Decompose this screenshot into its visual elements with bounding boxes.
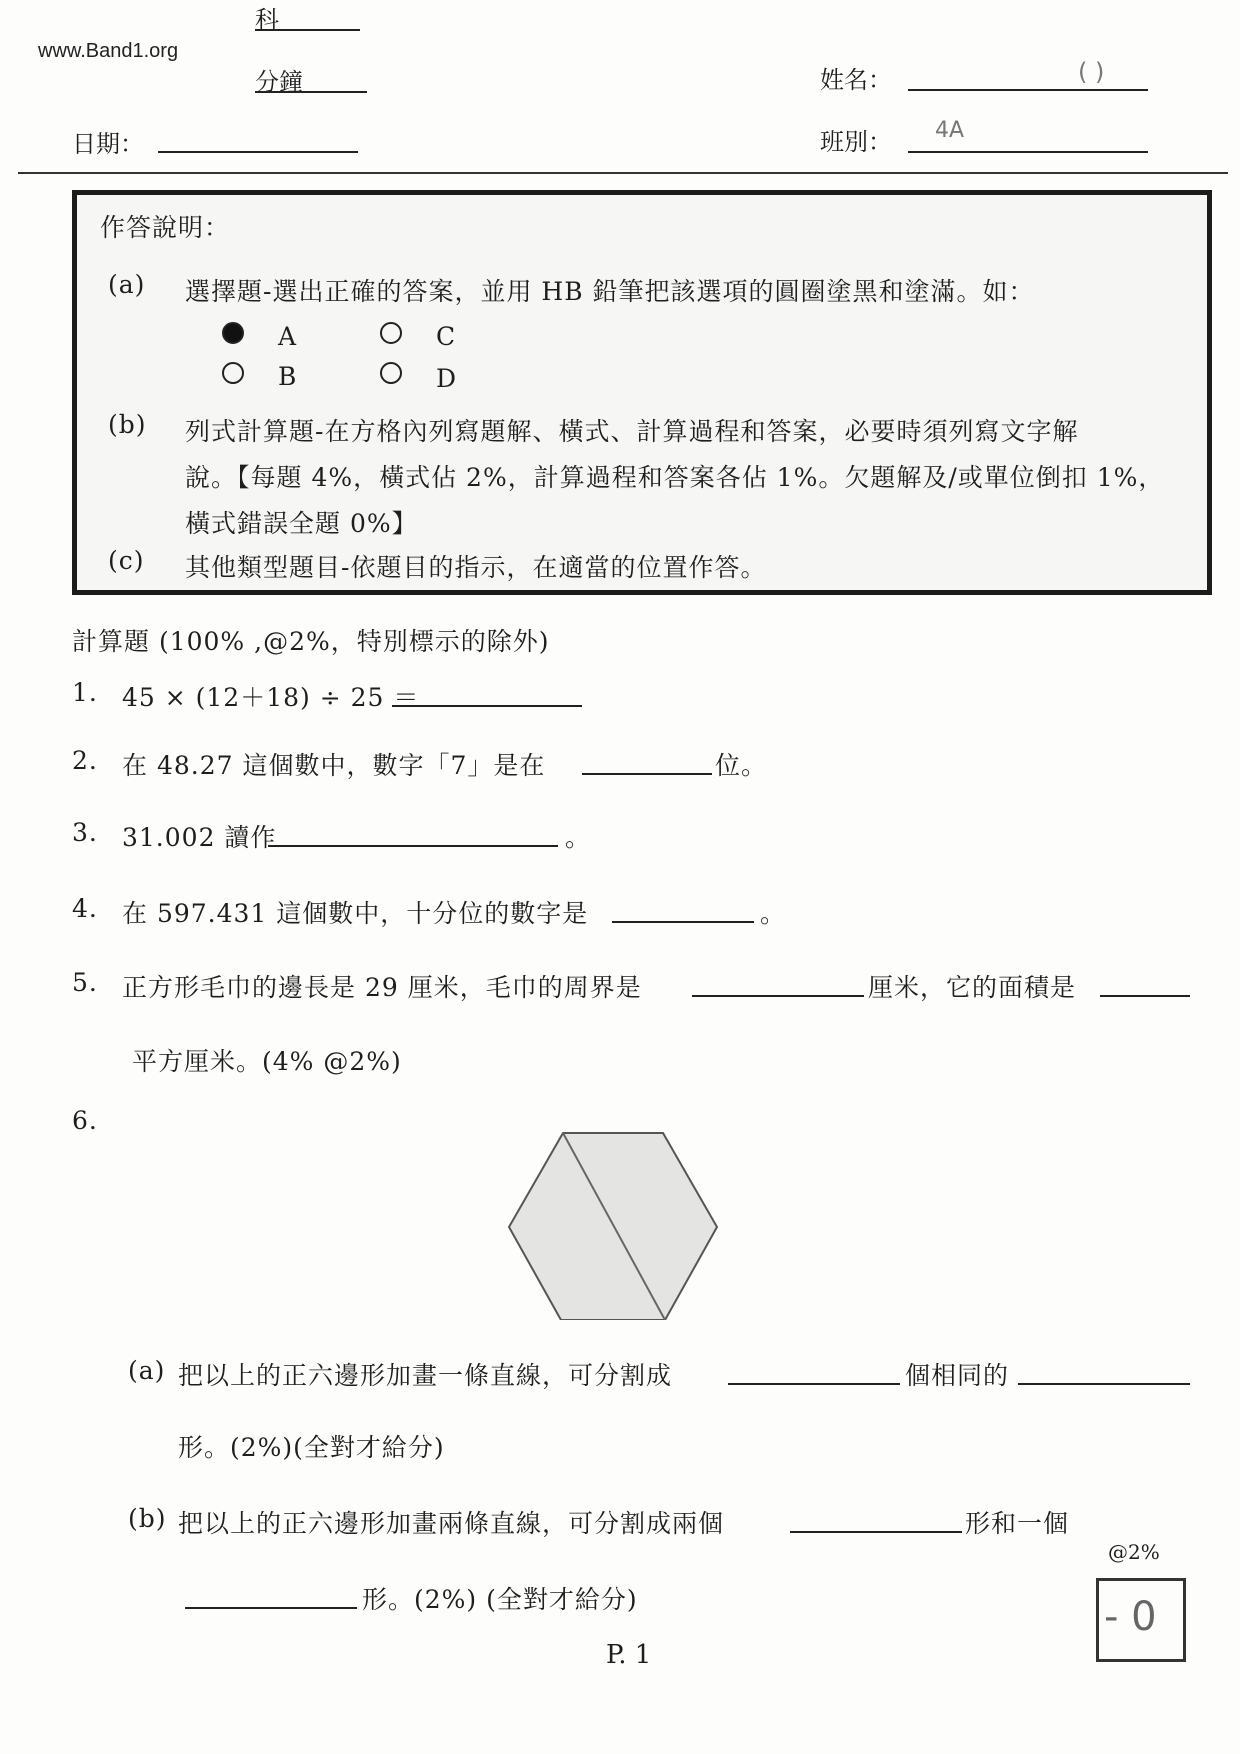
q1-answer-blank[interactable] <box>392 704 582 707</box>
name-label: 姓名： <box>820 66 892 94</box>
q4-answer-blank[interactable] <box>612 920 754 923</box>
sample-option-c: C <box>436 322 457 351</box>
instruction-b-tag: (b) <box>108 410 147 439</box>
score-weight-label: @2% <box>1108 1540 1160 1564</box>
q5-number: 5. <box>72 968 98 997</box>
header-divider <box>18 172 1228 174</box>
q5-line2: 平方厘米。(4% @2%) <box>132 1047 402 1076</box>
q3-text: 31.002 讀作 <box>122 823 277 852</box>
q2-text: 在 48.27 這個數中，數字「7」是在 <box>122 751 546 780</box>
time-blank <box>255 90 367 93</box>
q5-text: 正方形毛巾的邊長是 29 厘米，毛巾的周界是 <box>122 973 642 1002</box>
watermark: www.Band1.org <box>38 40 179 62</box>
q6a-line2: 形。(2%)(全對才給分) <box>178 1433 445 1462</box>
date-label: 日期： <box>72 130 144 158</box>
q3-suffix: 。 <box>565 823 592 852</box>
sample-bubble-c <box>380 322 402 344</box>
q6b-shape2-blank[interactable] <box>185 1606 357 1609</box>
instruction-c-tag: (c) <box>108 546 145 575</box>
q3-answer-blank[interactable] <box>268 844 558 847</box>
time-unit: 分鐘 <box>255 68 303 96</box>
q6-number: 6. <box>72 1106 98 1135</box>
q6b-text: 把以上的正六邊形加畫兩條直線，可分割成兩個 <box>178 1509 725 1538</box>
q6b-line2: 形。(2%) (全對才給分) <box>362 1585 638 1614</box>
class-label: 班別： <box>820 128 892 156</box>
class-blank[interactable] <box>908 150 1148 153</box>
instruction-b-line2: 說。【每題 4%，橫式佔 2%，計算過程和答案各佔 1%。欠題解及/或單位倒扣 1%， <box>185 463 1165 492</box>
sample-option-a: A <box>278 322 298 351</box>
q4-suffix: 。 <box>760 899 787 928</box>
sample-bubble-b <box>222 362 244 384</box>
instruction-b-line3: 橫式錯誤全題 0%】 <box>185 509 418 538</box>
q6a-text: 把以上的正六邊形加畫一條直線，可分割成 <box>178 1361 673 1390</box>
subject-blank <box>255 28 360 31</box>
section-title: 計算題 (100% ,@2%，特別標示的除外) <box>72 627 550 656</box>
subject-label: 科 <box>255 6 279 34</box>
sample-bubble-a-filled <box>222 322 244 344</box>
q5-perimeter-blank[interactable] <box>692 994 864 997</box>
instructions-title: 作答說明： <box>100 213 231 242</box>
sample-bubble-d <box>380 362 402 384</box>
q5-area-blank[interactable] <box>1100 994 1190 997</box>
date-blank[interactable] <box>158 150 358 153</box>
class-handwritten: 4A <box>935 118 965 143</box>
hexagon-figure <box>505 1130 725 1320</box>
q6b-tag: (b) <box>128 1504 167 1533</box>
q1-number: 1. <box>72 678 98 707</box>
q4-text: 在 597.431 這個數中，十分位的數字是 <box>122 899 589 928</box>
sample-option-b: B <box>278 362 298 391</box>
sample-option-d: D <box>436 364 458 393</box>
class-number-handwritten: ( ) <box>1078 58 1105 86</box>
q2-suffix: 位。 <box>715 751 768 780</box>
q3-number: 3. <box>72 818 98 847</box>
q6b-shape1-blank[interactable] <box>790 1530 962 1533</box>
q6a-tag: (a) <box>128 1356 166 1385</box>
q4-number: 4. <box>72 894 98 923</box>
q6a-count-blank[interactable] <box>728 1382 900 1385</box>
q1-expression: 45 × (12＋18) ÷ 25 ＝ <box>122 683 420 712</box>
q6a-shape-blank[interactable] <box>1018 1382 1190 1385</box>
instruction-b-line1: 列式計算題-在方格內列寫題解、橫式、計算過程和答案，必要時須列寫文字解 <box>185 417 1079 446</box>
q2-answer-blank[interactable] <box>582 772 712 775</box>
q6a-mid-text: 個相同的 <box>905 1361 1010 1390</box>
page-number: P. 1 <box>606 1640 652 1670</box>
q5-mid-text: 厘米，它的面積是 <box>868 973 1077 1002</box>
instruction-a-text: 選擇題-選出正確的答案，並用 HB 鉛筆把該選項的圓圈塗黑和塗滿。如： <box>185 277 1035 306</box>
score-handwritten: - 0 <box>1104 1594 1157 1640</box>
instruction-c-text: 其他類型題目-依題目的指示，在適當的位置作答。 <box>185 553 767 582</box>
instruction-a-tag: (a) <box>108 270 146 299</box>
q6b-mid-text: 形和一個 <box>965 1509 1070 1538</box>
name-blank[interactable] <box>908 88 1148 91</box>
q2-number: 2. <box>72 746 98 775</box>
